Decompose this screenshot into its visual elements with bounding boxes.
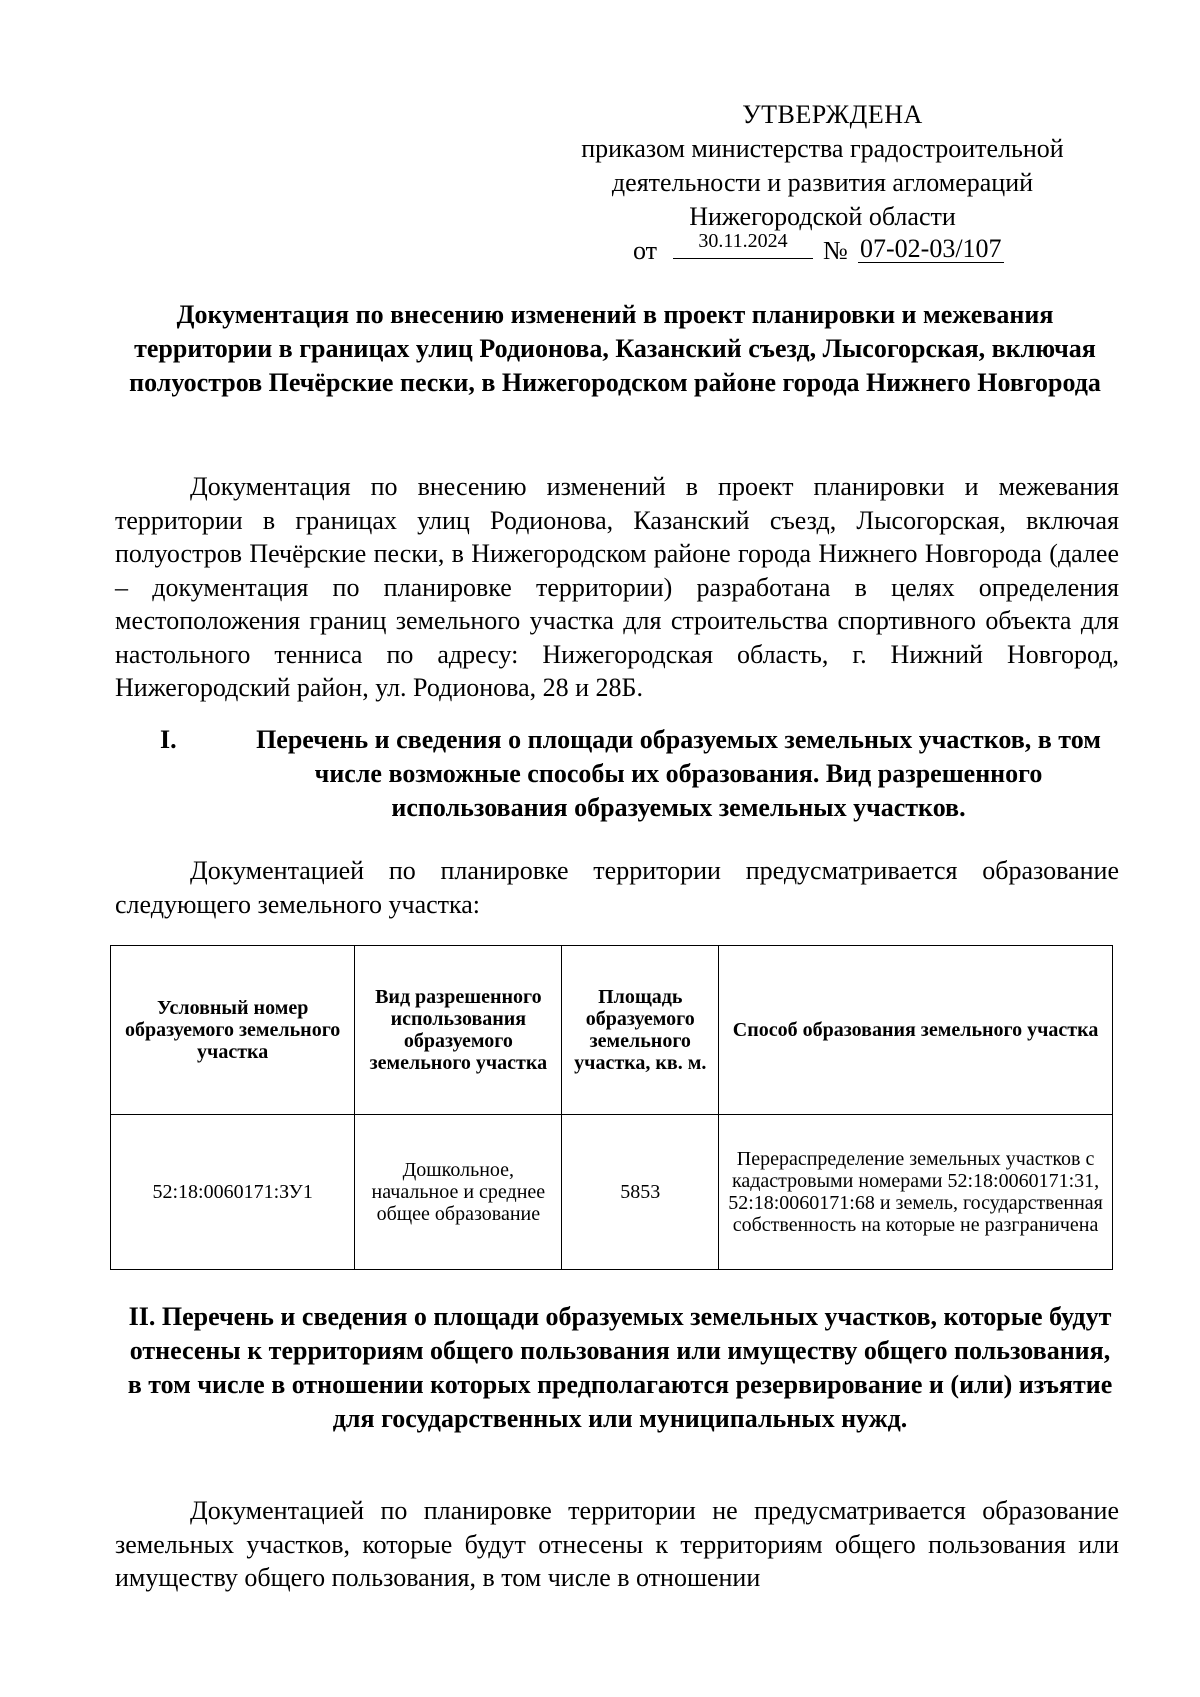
header-plot-number: Условный номер образуемого земельного участка [111, 946, 355, 1115]
document-title: Документация по внесению изменений в проект планировки и межевания территории в границах улиц Родионова, Казанский съезд, Лысогорская, включая полуостров Печёрские пески, в Нижегородском районе города Нижнего Новгорода [129, 300, 1101, 397]
approval-stamp [540, 98, 1105, 234]
order-date-prefix: от [633, 236, 658, 265]
section-1-paragraph: Документацией по планировке территории предусматривается образование следующего земельного участка: [115, 856, 1119, 919]
header-area: Площадь образуемого земельного участка, кв. м. [562, 946, 719, 1115]
table-header-row [111, 946, 1113, 1115]
approval-line-3: Нижегородской области [689, 202, 956, 231]
header-permitted-use: Вид разрешенного использования образуемого земельного участка [355, 946, 562, 1115]
section-2-heading: II. Перечень и сведения о площади образуемых земельных участков, которые будут отнесены к территориям общего пользования или имуществу общего пользования, в том числе в отношении которых предполагаются резервирование и (или) изъятие для государственных или муниципальных нужд. [127, 1302, 1113, 1433]
section-1-number: I. [160, 725, 177, 754]
approval-line-1: приказом министерства градостроительной [581, 134, 1064, 163]
cell-area: 5853 [562, 1115, 719, 1270]
approval-title: УТВЕРЖДЕНА [742, 100, 923, 129]
table-row [111, 1115, 1113, 1270]
order-date: 30.11.2024 [673, 232, 813, 259]
order-number-prefix: № [823, 236, 848, 265]
cell-permitted-use: Дошкольное, начальное и среднее общее образование [355, 1115, 562, 1270]
order-reference [633, 232, 1013, 264]
header-formation-method: Способ образования земельного участка [719, 946, 1113, 1115]
land-plots-table [110, 945, 1113, 1270]
section-1-title: Перечень и сведения о площади образуемых земельных участков, в том числе возможные способы их образования. Вид разрешенного использования образуемых земельных участков. [256, 725, 1101, 822]
cell-plot-number: 52:18:0060171:ЗУ1 [111, 1115, 355, 1270]
cell-formation-method: Перераспределение земельных участков с кадастровыми номерами 52:18:0060171:31, 52:18:0060171:68 и земель, государственная собственность на которые не разграничена [719, 1115, 1113, 1270]
section-2-paragraph: Документацией по планировке территории не предусматривается образование земельных участков, которые будут отнесены к территориям общего пользования или имуществу общего пользования, в том числе в отношении [115, 1496, 1119, 1592]
section-1-heading [150, 723, 1125, 825]
intro-paragraph: Документация по внесению изменений в проект планировки и межевания территории в границах улиц Родионова, Казанский съезд, Лысогорская, включая полуостров Печёрские пески, в Нижегородском районе города Нижнего Новгорода (далее – документация по планировке территории) разработана в целях определения местоположения границ земельного участка для строительства спортивного объекта для настольного тенниса по адресу: Нижегородская область, г. Нижний Новгород, Нижегородский район, ул. Родионова, 28 и 28Б. [115, 472, 1119, 702]
order-number: 07-02-03/107 [860, 234, 1002, 263]
approval-line-2: деятельности и развития агломераций [611, 168, 1034, 197]
